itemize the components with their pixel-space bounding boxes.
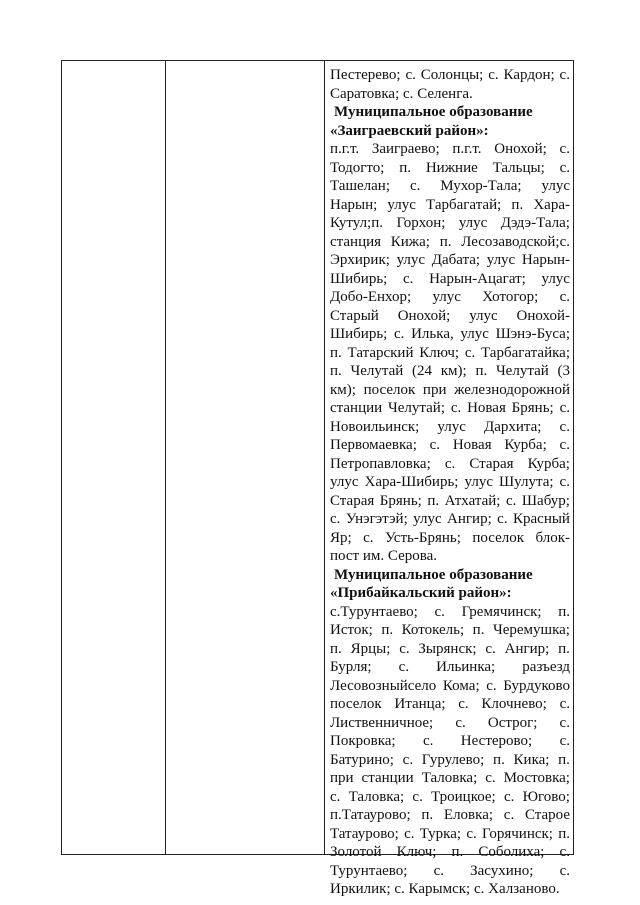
text-line: станции Челутай; с. Новая Брянь; с. <box>330 400 570 416</box>
text-line: п.г.т. Заиграево; п.г.т. Онохой; с. <box>330 141 570 157</box>
text-line: Добо-Енхор; улус Хотогор; с. <box>330 289 570 305</box>
text-line: станция Кижа; п. Лесозаводской;с. <box>330 233 570 250</box>
text-line: Иркилик; с. Карымск; с. Халзаново. <box>330 881 560 897</box>
text-line: Тодогто; п. Нижние Тальцы; с. <box>330 159 570 176</box>
zaigraevsky-settlements <box>330 140 570 566</box>
text-line: Исток; п. Котокель; п. Черемушка; <box>330 622 570 638</box>
text-line: км); поселок при железнодорожной <box>330 381 570 398</box>
text-line: Пестерево; с. Солонцы; с. Кардон; с. <box>330 67 570 83</box>
table <box>61 60 574 897</box>
text-line: Нарын; улус Тарбагатай; п. Хара- <box>330 196 570 213</box>
text-line: п. Ярцы; с. Зырянск; с. Ангир; п. <box>330 640 570 657</box>
text-line: Золотой Ключ; п. Соболиха; с. <box>330 844 570 860</box>
text-line: п. Татарский Ключ; с. Тарбагатайка; <box>330 344 570 361</box>
heading-zaigraevsky-line2: «Заиграевский район»: <box>330 122 489 139</box>
text-line: Старый Онохой; улус Онохой- <box>330 307 570 324</box>
text-line: Первомаевка; с. Новая Курба; с. <box>330 437 570 453</box>
column-divider-1 <box>165 61 166 854</box>
text-line: Шибирь; с. Илька, улус Шэнэ-Буса; <box>330 326 570 342</box>
intro-block <box>330 66 570 103</box>
text-line: Петропавловка; с. Старая Курба; <box>330 455 570 472</box>
pribaikalsky-settlements <box>330 603 570 899</box>
text-line: Кутул;п. Горхон; улус Дэдэ-Тала; <box>330 215 570 231</box>
settlements-cell <box>330 66 570 899</box>
text-line: Старая Брянь; п. Атхатай; с. Шабур; <box>330 492 570 509</box>
text-line: Ташелан; с. Мухор-Тала; улус <box>330 178 570 194</box>
text-line: при станции Таловка; с. Мостовка; <box>330 770 570 786</box>
text-line: Эрхирик; улус Дабата; улус Нарын- <box>330 252 570 268</box>
text-line: Лесовозныйсело Кома; с. Бурдуково <box>330 677 570 694</box>
text-line: с.Турунтаево; с. Гремячинск; п. <box>330 603 570 620</box>
text-line: п.Татаурово; п. Еловка; с. Старое <box>330 807 570 823</box>
text-line: поселок Итанца; с. Клочнево; с. <box>330 696 570 712</box>
text-line: Покровка; с. Нестерово; с. <box>330 733 570 749</box>
text-line: с. Унэгэтэй; улус Ангир; с. Красный <box>330 511 570 527</box>
text-line: улус Хара-Шибирь; улус Шулута; с. <box>330 474 570 490</box>
text-line: пост им. Серова. <box>330 548 438 564</box>
text-line: Саратовка; с. Селенга. <box>330 85 473 102</box>
text-line: Шибирь; с. Нарын-Ацагат; улус <box>330 270 570 287</box>
text-line: Лиственничное; с. Острог; с. <box>330 714 570 731</box>
text-line: п. Челутай (24 км); п. Челутай (3 <box>330 363 570 379</box>
text-line: Новоильинск; улус Дархита; с. <box>330 418 570 435</box>
text-line: Батурино; с. Гурулево; п. Кика; п. <box>330 751 570 768</box>
text-line: Бурля; с. Ильинка; разъезд <box>330 659 570 675</box>
text-line: Яр; с. Усть-Брянь; поселок блок- <box>330 529 570 546</box>
heading-zaigraevsky-line1: Муниципальное образование <box>334 104 533 120</box>
heading-pribaikalsky-line1: Муниципальное образование <box>334 566 533 583</box>
column-divider-2 <box>324 61 325 854</box>
text-line: Турунтаево; с. Засухино; с. <box>330 862 570 879</box>
text-line: Татаурово; с. Турка; с. Горячинск; п. <box>330 825 570 842</box>
text-line: с. Таловка; с. Троицкое; с. Югово; <box>330 788 570 805</box>
heading-pribaikalsky-line2: «Прибайкальский район»: <box>330 585 512 601</box>
